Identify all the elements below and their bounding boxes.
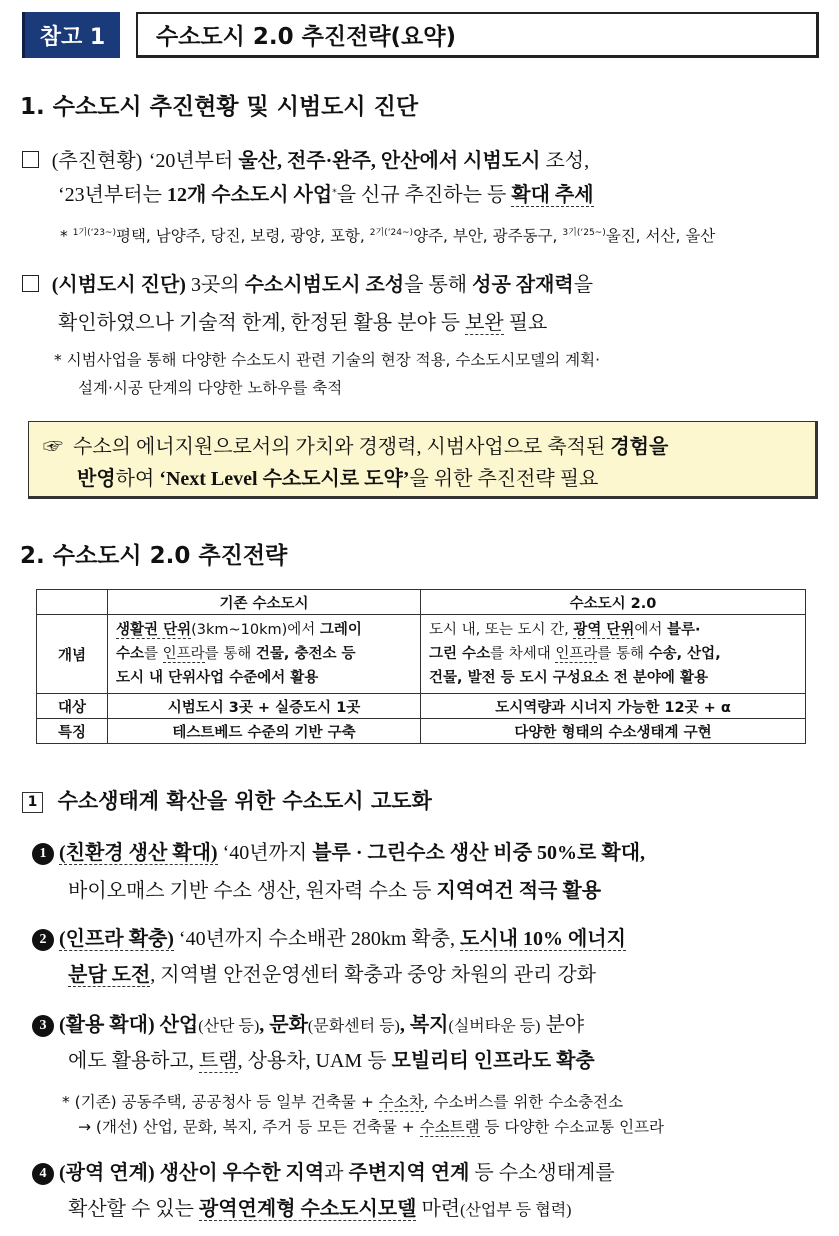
status-line1: (추진현황) ‘20년부터 울산, 전주·완주, 안산에서 시범도시 조성, — [22, 144, 589, 173]
number-circle-icon: 4 — [32, 1163, 54, 1185]
header-badge: 참고 1 — [22, 12, 120, 58]
callout-box: ☞ 수소의 에너지원으로서의 가치와 경쟁력, 시범사업으로 축적된 경험을 반영하여 ‘Next Level 수소도시로 도약’을 위한 추진전략 필요 — [28, 421, 818, 499]
status-line2: ‘23년부터는 12개 수소도시 사업*을 신규 추진하는 등 확대 추세 — [58, 184, 594, 206]
table-row: 대상 시범도시 3곳 + 실증도시 1곳 도시역량과 시너지 가능한 12곳 + α — [37, 694, 806, 719]
diagnosis-line1: (시범도시 진단) 3곳의 수소시범도시 조성을 통해 성공 잠재력을 — [22, 268, 593, 297]
point4-line1: 4 (광역 연계) 생산이 우수한 지역과 주변지역 연계 등 수소생태계를 — [32, 1156, 615, 1185]
col-new: 수소도시 2.0 — [421, 590, 806, 615]
subsection-title: 1 수소생태계 확산을 위한 수소도시 고도화 — [22, 785, 432, 815]
pointing-hand-icon: ☞ — [43, 436, 63, 458]
point1-line1: 1 (친환경 생산 확대) ‘40년까지 블루 · 그린수소 생산 비중 50%로 확대, — [32, 836, 645, 865]
section2-title: 2. 수소도시 2.0 추진전략 — [20, 543, 288, 569]
point3-note-line1: * (기존) 공동주택, 공공청사 등 일부 건축물 + 수소차, 수소버스를 위한 수소충전소 — [62, 1093, 624, 1111]
page-title: 수소도시 2.0 추진전략(요약) — [136, 12, 819, 58]
diagnosis-note-line1: * 시범사업을 통해 다양한 수소도시 관련 기술의 현장 적용, 수소도시모델의 계획· — [54, 351, 601, 369]
checkbox-square-icon — [22, 275, 39, 292]
point2-line2: 분담 도전, 지역별 안전운영센터 확충과 중앙 차원의 관리 강화 — [68, 964, 597, 986]
section1-title: 1. 수소도시 추진현황 및 시범도시 진단 — [20, 94, 419, 120]
number-circle-icon: 3 — [32, 1015, 54, 1037]
point1-line2: 바이오매스 기반 수소 생산, 원자력 수소 등 지역여건 적극 활용 — [68, 880, 602, 902]
diagnosis-note-line2: 설계·시공 단계의 다양한 노하우를 축적 — [78, 379, 343, 397]
number-circle-icon: 2 — [32, 929, 54, 951]
point3-line1: 3 (활용 확대) 산업(산단 등), 문화(문화센터 등), 복지(실버타운 등) 분야 — [32, 1008, 584, 1037]
number-circle-icon: 1 — [32, 843, 54, 865]
diagnosis-line2: 확인하였으나 기술적 한계, 한정된 활용 분야 등 보완 필요 — [58, 312, 548, 334]
number-box-icon: 1 — [22, 792, 43, 813]
point3-line2: 에도 활용하고, 트램, 상용차, UAM 등 모빌리티 인프라도 확충 — [68, 1050, 595, 1072]
checkbox-square-icon — [22, 151, 39, 168]
table-row: 특징 테스트베드 수준의 기반 구축 다양한 형태의 수소생태계 구현 — [37, 719, 806, 744]
point2-line1: 2 (인프라 확충) ‘40년까지 수소배관 280km 확충, 도시내 10% 에너지 — [32, 922, 626, 951]
table-row: 개념 생활권 단위(3km~10km)에서 그레이 수소를 인프라를 통해 건물, 충전소 등 도시 내 단위사업 수준에서 활용 도시 내, 또는 도시 간, 광역 단위에서 블루· 그린 수소를 차세대 인프라를 통해 수송, 산업, 건물, 발전 등 도시 구성요소 전 분야에 활용 — [37, 615, 806, 694]
table-header-row — [37, 590, 806, 615]
point4-line2: 확산할 수 있는 광역연계형 수소도시모델 마련(산업부 등 협력) — [68, 1198, 572, 1220]
status-note: * $^{1기(‘23\sim)}$평택, 남양주, 당진, 보령, 광양, 포항, $^{2기(‘24\sim)}$양주, 부안, 광주동구, $^{3기(‘25\sim)}$울진, 서산, 울산 — [60, 227, 716, 245]
col-old: 기존 수소도시 — [108, 590, 421, 615]
point3-note-line2: → (개선) 산업, 문화, 복지, 주거 등 모든 건축물 + 수소트램 등 다양한 수소교통 인프라 — [78, 1118, 665, 1136]
comparison-table — [36, 589, 806, 744]
